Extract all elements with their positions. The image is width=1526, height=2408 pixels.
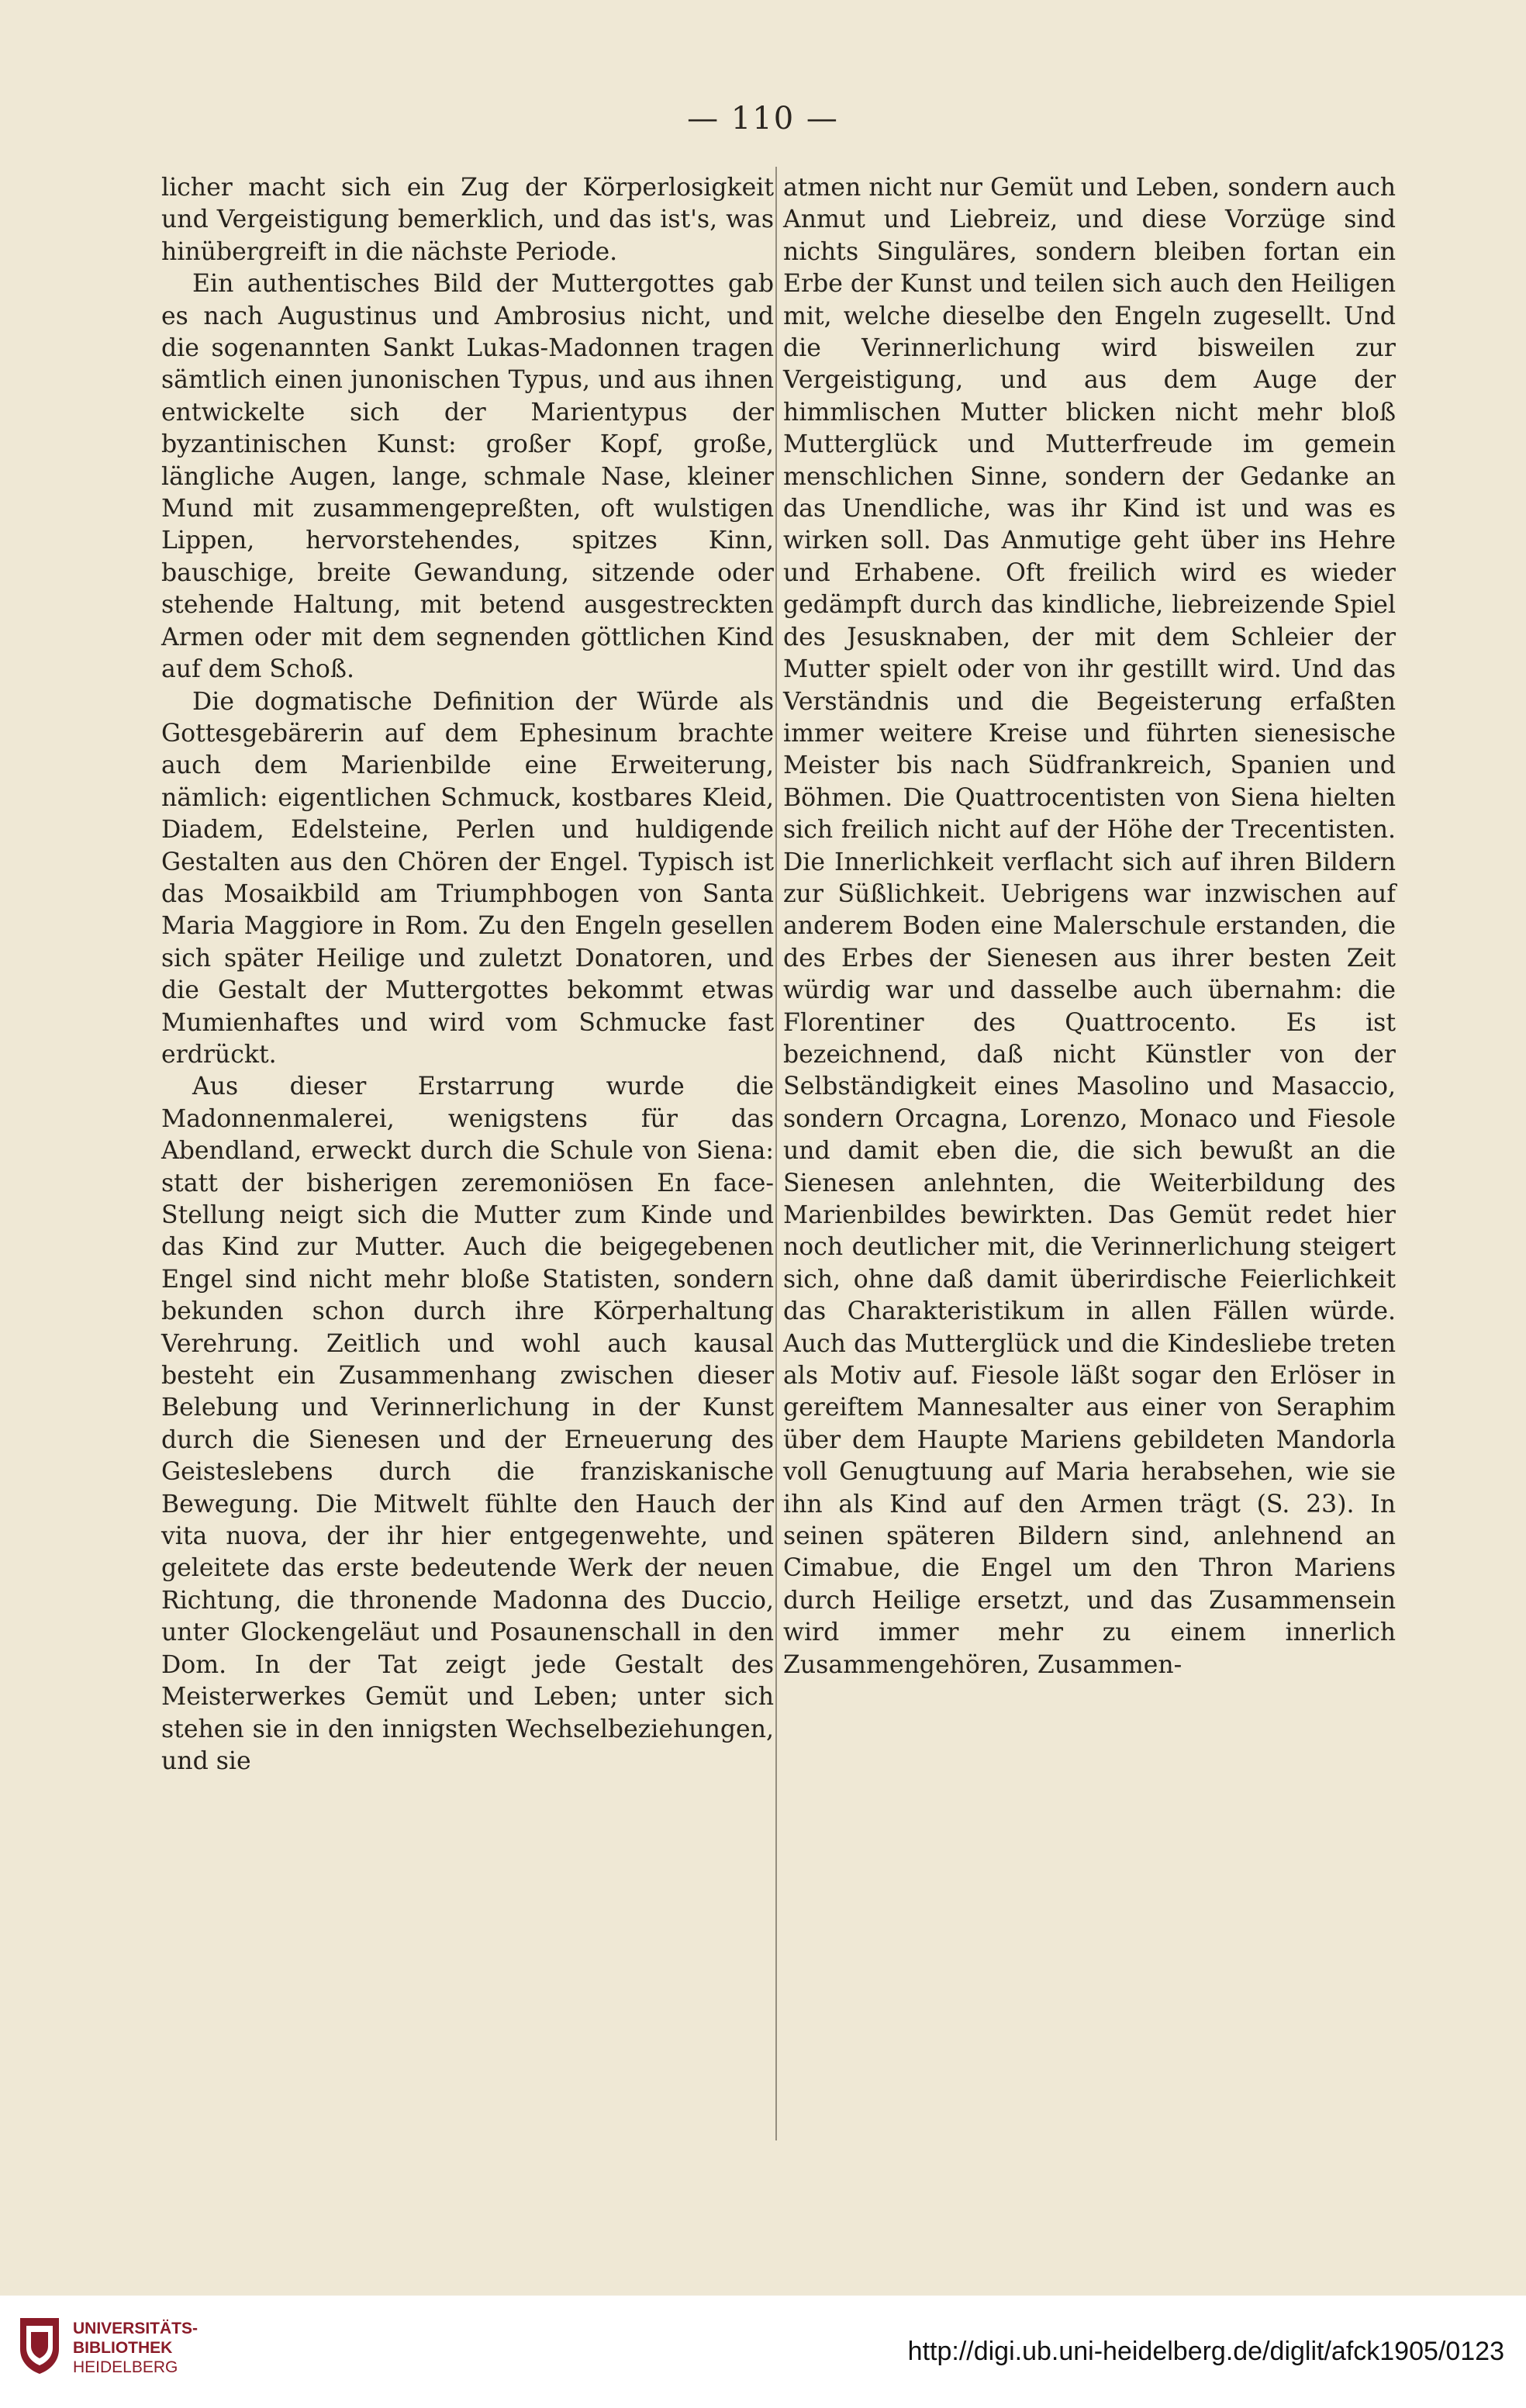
paragraph: licher macht sich ein Zug der Körperlosigkeit und Vergeistigung bemerklich, und das ist's, was hinübergreift in die nächste Periode. bbox=[161, 174, 774, 266]
column-divider bbox=[775, 167, 777, 2140]
library-logo-text bbox=[73, 2319, 198, 2377]
right-text-column bbox=[783, 172, 1396, 1681]
left-text-column bbox=[161, 172, 774, 1777]
library-name-line1: UNIVERSITÄTS- bbox=[73, 2320, 199, 2337]
paragraph: Aus dieser Erstarrung wurde die Madonnenmalerei, wenigstens für das Abendland, erweckt durch die Schule von Siena: statt der bisherigen zeremoniösen En face-Stellung neigt sich die Mutter zum Kinde und das Kind zur Mutter. Auch die beigegebenen Engel sind nicht mehr bloße Statisten, sondern bekunden schon durch ihre Körperhaltung Verehrung. Zeitlich und wohl auch kausal besteht ein Zusammenhang zwischen dieser Belebung und Verinnerlichung in der Kunst durch die Sienesen und der Erneuerung des Geisteslebens durch die franziskanische Bewegung. Die Mitwelt fühlte den Hauch der vita nuova, der ihr hier entgegenwehte, und geleitete das erste bedeutende Werk der neuen Richtung, die thronende Madonna des Duccio, unter Glockengeläut und Posaunenschall in den Dom. In der Tat zeigt jede Gestalt des Meisterwerkes Gemüt und Leben; unter sich stehen sie in den innigsten Wechselbeziehungen, und sie bbox=[161, 1073, 774, 1775]
paragraph: Ein authentisches Bild der Muttergottes gab es nach Augustinus und Ambrosius nicht, und die sogenannten Sankt Lukas-Madonnen tragen sämtlich einen junonischen Typus, und aus ihnen entwickelte sich der Marientypus der byzantinischen Kunst: großer Kopf, große, längliche Augen, lange, schmale Nase, kleiner Mund mit zusammengepreßten, oft wulstigen Lippen, hervorstehendes, spitzes Kinn, bauschige, breite Gewandung, sitzende oder stehende Haltung, mit betend ausgestreckten Armen oder mit dem segnenden göttlichen Kind auf dem Schoß. bbox=[161, 270, 774, 684]
page-number: — 110 — bbox=[687, 101, 839, 136]
library-name-line2: BIBLIOTHEK bbox=[73, 2339, 173, 2357]
library-name-line3: HEIDELBERG bbox=[73, 2358, 178, 2376]
paragraph: atmen nicht nur Gemüt und Leben, sondern auch Anmut und Liebreiz, und diese Vorzüge sind nichts Singuläres, sondern bleiben fortan ein Erbe der Kunst und teilen sich auch den Heiligen mit, welche dieselbe den Engeln zugesellt. Und die Verinnerlichung wird bisweilen zur Vergeistigung, und aus dem Auge der himmlischen Mutter blicken nicht mehr bloß Mutterglück und Mutterfreude im gemein menschlichen Sinne, sondern der Gedanke an das Unendliche, was ihr Kind ist und was es wirken soll. Das Anmutige geht über ins Hehre und Erhabene. Oft freilich wird es wieder gedämpft durch das kindliche, liebreizende Spiel des Jesusknaben, der mit dem Schleier der Mutter spielt oder von ihr gestillt wird. Und das Verständnis und die Begeisterung erfaßten immer weitere Kreise und führten sienesische Meister bis nach Südfrankreich, Spanien und Böhmen. Die Quattrocentisten von Siena hielten sich freilich nicht auf der Höhe der Trecentisten. Die Innerlichkeit verflacht sich auf ihren Bildern zur Süßlichkeit. Uebrigens war inzwischen auf anderem Boden eine Malerschule erstanden, die des Erbes der Sienesen aus ihrer besten Zeit würdig war und dasselbe auch übernahm: die Florentiner des Quattrocento. Es ist bezeichnend, daß nicht Künstler von der Selbständigkeit eines Masolino und Masaccio, sondern Orcagna, Lorenzo, Monaco und Fiesole und damit eben die, die sich bewußt an die Sienesen anlehnten, die Weiterbildung des Marienbildes bewirkten. Das Gemüt redet hier noch deutlicher mit, die Verinnerlichung steigert sich, ohne daß damit überirdische Feierlichkeit das Charakteristikum in allen Fällen würde. Auch das Mutterglück und die Kindesliebe treten als Motiv auf. Fiesole läßt sogar den Erlöser in gereiftem Mannesalter aus einer von Seraphim über dem Haupte Mariens gebildeten Mandorla voll Genugtuung auf Maria herabsehen, wie sie ihn als Kind auf den Armen trägt (S. 23). In seinen späteren Bildern sind, anlehnend an Cimabue, die Engel um den Thron Mariens durch Heilige ersetzt, und das Zusammensein wird immer mehr zu einem innerlich Zusammengehören, Zusammen- bbox=[783, 174, 1396, 1679]
source-url[interactable]: http://digi.ub.uni-heidelberg.de/diglit/afck1905/0123 bbox=[907, 2337, 1504, 2366]
paragraph: Die dogmatische Definition der Würde als Gottesgebärerin auf dem Ephesinum brachte auch dem Marienbilde eine Erweiterung, nämlich: eigentlichen Schmuck, kostbares Kleid, Diadem, Edelsteine, Perlen und huldigende Gestalten aus den Chören der Engel. Typisch ist das Mosaikbild am Triumphbogen von Santa Maria Maggiore in Rom. Zu den Engeln gesellen sich später Heilige und zuletzt Donatoren, und die Gestalt der Muttergottes bekommt etwas Mumienhaftes und wird vom Schmucke fast erdrückt. bbox=[161, 687, 774, 1069]
university-seal-icon bbox=[17, 2315, 62, 2375]
